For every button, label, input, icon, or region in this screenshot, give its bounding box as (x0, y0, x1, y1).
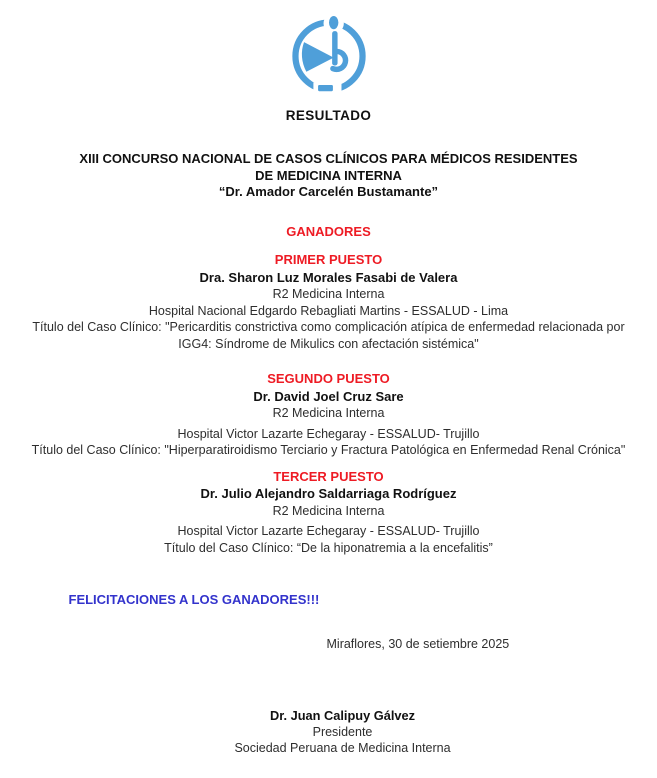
winners-heading: GANADORES (286, 223, 371, 239)
third-place-section (29, 469, 629, 557)
contest-title (29, 151, 629, 201)
third-place-case-title: Título del Caso Clínico: “De la hiponatremia a la encefalitis” (164, 540, 493, 555)
third-place-heading: TERCER PUESTO (273, 468, 384, 484)
first-place-role: R2 Medicina Interna (272, 287, 385, 301)
result-heading: RESULTADO (285, 108, 372, 123)
third-place-winner-name: Dr. Julio Alejandro Saldarriaga Rodríguez (200, 486, 457, 501)
contest-subtitle: “Dr. Amador Carcelén Bustamante” (218, 184, 439, 199)
contest-title-line1: XIII CONCURSO NACIONAL DE CASOS CLÍNICOS PARA MÉDICOS RESIDENTES (79, 151, 578, 166)
first-place-heading: PRIMER PUESTO (274, 252, 383, 267)
logo-container (29, 0, 629, 99)
dateline: Miraflores, 30 de setiembre 2025 (326, 636, 510, 651)
first-place-case-title: Título del Caso Clínico: "Pericarditis constrictiva como complicación atípica de enfermedad relacionada por IGG4: Síndrome de Mikulics con afectación sistémica" (32, 320, 625, 351)
signature-name: Dr. Juan Calipuy Gálvez (269, 708, 416, 723)
first-place-winner-name: Dra. Sharon Luz Morales Fasabi de Valera (199, 269, 458, 285)
congratulations-line: FELICITACIONES A LOS GANADORES!!! (68, 592, 320, 607)
second-place-heading: SEGUNDO PUESTO (267, 371, 390, 386)
signature-block (43, 708, 643, 757)
contest-title-line2: DE MEDICINA INTERNA (255, 167, 402, 183)
third-place-hospital: Hospital Victor Lazarte Echegaray - ESSALUD- Trujillo (177, 524, 480, 538)
second-place-role: R2 Medicina Interna (272, 406, 385, 420)
second-place-hospital: Hospital Victor Lazarte Echegaray - ESSALUD- Trujillo (177, 426, 480, 441)
signature-title: Presidente (312, 725, 373, 740)
second-place-section (29, 371, 629, 459)
first-place-section (29, 252, 629, 352)
signature-org: Sociedad Peruana de Medicina Interna (234, 741, 451, 756)
third-place-role: R2 Medicina Interna (272, 503, 385, 518)
spmi-figure-icon (290, 12, 368, 94)
second-place-winner-name: Dr. David Joel Cruz Sare (253, 388, 404, 404)
first-place-hospital: Hospital Nacional Edgardo Rebagliati Martins - ESSALUD - Lima (148, 303, 509, 318)
second-place-case-title: Título del Caso Clínico: "Hiperparatiroidismo Terciario y Fractura Patológica en Enfermedad Renal Crónica" (31, 443, 626, 457)
